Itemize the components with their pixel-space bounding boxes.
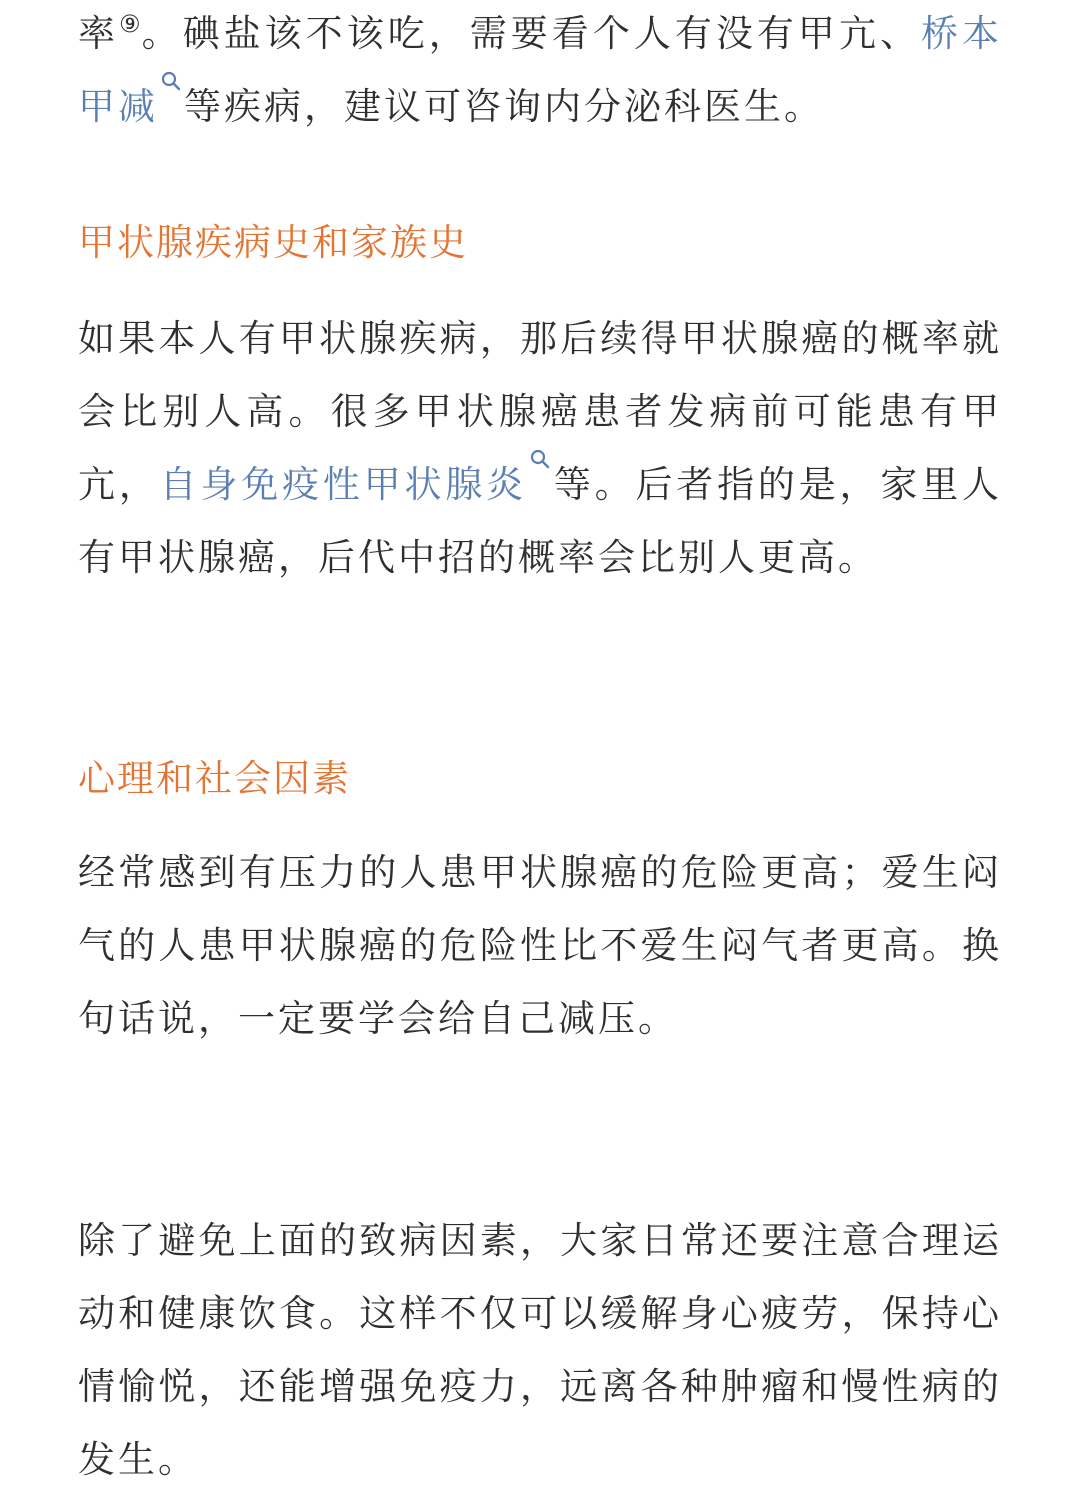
link-autoimmune-thyroiditis[interactable]: 自身免疫性甲状腺炎 — [159, 463, 528, 506]
paragraph-prevention: 除了避免上面的致病因素，大家日常还要注意合理运动和健康饮食。这样不仅可以缓解身心疲劳，保持心情愉悦，还能增强免疫力，远离各种肿瘤和慢性病的发生。 — [78, 1219, 1002, 1481]
paragraph-text: 等疾病，建议可咨询内分泌科医生。 — [184, 85, 824, 128]
citation-marker[interactable]: ⑨ — [119, 10, 142, 38]
section-heading-thyroid-history: 甲状腺疾病史和家族史 — [78, 221, 468, 264]
search-icon[interactable] — [530, 449, 550, 471]
paragraph-iodine — [78, 0, 1002, 143]
paragraph-thyroid-history — [78, 302, 1002, 594]
paragraph-text: 率 — [78, 12, 120, 55]
section-heading-psychosocial: 心理和社会因素 — [78, 757, 351, 800]
search-icon[interactable] — [161, 71, 181, 93]
link-hashimoto[interactable]: 桥本甲减 — [78, 12, 1003, 128]
paragraph-text: 如果本人有甲状腺疾病，那后续得甲状腺癌的概率就会比别人高。很多甲状腺癌患者发病前可能患有甲亢， — [78, 317, 1002, 506]
paragraph-psychosocial: 经常感到有压力的人患甲状腺癌的危险更高；爱生闷气的人患甲状腺癌的危险性比不爱生闷气者更高。换句话说，一定要学会给自己减压。 — [78, 851, 1002, 1040]
paragraph-text: 等。后者指的是，家里人有甲状腺癌，后代中招的概率会比别人更高。 — [78, 463, 1003, 579]
paragraph-text: 。碘盐该不该吃，需要看个人有没有甲亢、 — [141, 12, 921, 55]
